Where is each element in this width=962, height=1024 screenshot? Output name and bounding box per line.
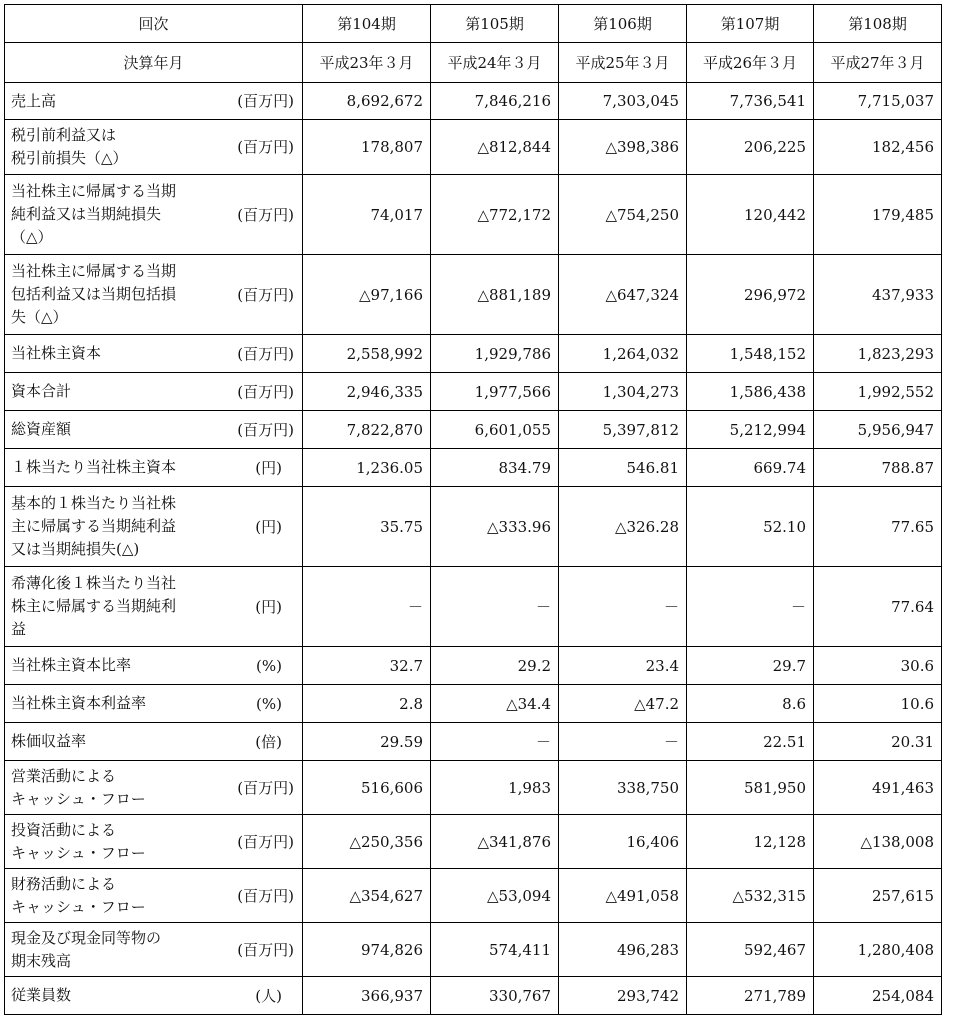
value-cell: 254,084 [814, 977, 942, 1015]
table-row [5, 175, 942, 255]
value-cell: 23.4 [559, 647, 687, 685]
table-row [5, 685, 942, 723]
period-header: 第107期 [687, 5, 814, 43]
value-cell: 974,826 [303, 923, 431, 977]
table-body [5, 83, 942, 1015]
value-cell: 1,992,552 [814, 373, 942, 411]
row-label-line: 当社株主に帰属する当期 [11, 262, 177, 280]
value-cell: 1,977,566 [431, 373, 559, 411]
row-unit: (百万円) [223, 869, 303, 923]
value-cell: 546.81 [559, 449, 687, 487]
value-cell: 5,956,947 [814, 411, 942, 449]
value-cell: 5,212,994 [687, 411, 814, 449]
row-label-line: 益 [11, 620, 27, 638]
value-cell: 74,017 [303, 175, 431, 255]
value-cell: △47.2 [559, 685, 687, 723]
value-cell: 1,264,032 [559, 335, 687, 373]
value-cell: 271,789 [687, 977, 814, 1015]
row-label-line: 総資産額 [11, 420, 72, 438]
row-label [5, 373, 223, 411]
financial-summary [4, 4, 941, 1015]
date-header: 平成25年３月 [559, 43, 687, 83]
value-cell: 16,406 [559, 815, 687, 869]
row-label-line: 営業活動による [11, 766, 117, 785]
row-unit: (%) [223, 647, 303, 685]
value-cell: 29.2 [431, 647, 559, 685]
row-label-line: 株主に帰属する当期純利 [11, 597, 177, 615]
value-cell: 366,937 [303, 977, 431, 1015]
value-cell: － [431, 723, 559, 761]
value-cell: 52.10 [687, 487, 814, 567]
value-cell: 8,692,672 [303, 83, 431, 120]
value-cell: 1,304,273 [559, 373, 687, 411]
value-cell: △812,844 [431, 120, 559, 175]
row-label [5, 567, 223, 647]
row-label [5, 761, 223, 815]
value-cell: △97,166 [303, 255, 431, 335]
date-label: 決算年月 [5, 43, 303, 83]
value-cell: △772,172 [431, 175, 559, 255]
row-label-line: キャッシュ・フロー [11, 843, 146, 862]
value-cell: 7,715,037 [814, 83, 942, 120]
value-cell: － [687, 567, 814, 647]
row-unit: (円) [223, 567, 303, 647]
table-row [5, 335, 942, 373]
row-label-line: 期末残高 [11, 951, 72, 970]
value-cell: 257,615 [814, 869, 942, 923]
table-row [5, 869, 942, 923]
value-cell: － [303, 567, 431, 647]
value-cell: 592,467 [687, 923, 814, 977]
value-cell: 22.51 [687, 723, 814, 761]
value-cell: 574,411 [431, 923, 559, 977]
row-label-line: 税引前損失（△） [11, 149, 128, 167]
value-cell: 437,933 [814, 255, 942, 335]
table-row [5, 411, 942, 449]
value-cell: 8.6 [687, 685, 814, 723]
table-row [5, 449, 942, 487]
value-cell: 5,397,812 [559, 411, 687, 449]
value-cell: 6,601,055 [431, 411, 559, 449]
value-cell: 179,485 [814, 175, 942, 255]
row-label-line: 又は当期純損失(△) [11, 540, 140, 558]
value-cell: 77.65 [814, 487, 942, 567]
value-cell: △647,324 [559, 255, 687, 335]
value-cell: 296,972 [687, 255, 814, 335]
table-row [5, 723, 942, 761]
period-header-row [5, 5, 942, 43]
value-cell: 77.64 [814, 567, 942, 647]
row-unit: (人) [223, 977, 303, 1015]
value-cell: 1,823,293 [814, 335, 942, 373]
row-label-line: １株当たり当社株主資本 [11, 458, 177, 476]
value-cell: 338,750 [559, 761, 687, 815]
value-cell: 29.7 [687, 647, 814, 685]
row-unit: (百万円) [223, 761, 303, 815]
row-unit: (百万円) [223, 335, 303, 373]
row-unit: (百万円) [223, 175, 303, 255]
value-cell: 1,280,408 [814, 923, 942, 977]
table-row [5, 647, 942, 685]
row-label [5, 487, 223, 567]
value-cell: 10.6 [814, 685, 942, 723]
value-cell: △333.96 [431, 487, 559, 567]
row-label [5, 815, 223, 869]
value-cell: 1,929,786 [431, 335, 559, 373]
value-cell: △354,627 [303, 869, 431, 923]
row-label [5, 255, 223, 335]
value-cell: △341,876 [431, 815, 559, 869]
financial-table [4, 4, 942, 1015]
value-cell: 35.75 [303, 487, 431, 567]
value-cell: △250,356 [303, 815, 431, 869]
value-cell: △532,315 [687, 869, 814, 923]
value-cell: 2,558,992 [303, 335, 431, 373]
value-cell: － [431, 567, 559, 647]
value-cell: 293,742 [559, 977, 687, 1015]
period-header: 第105期 [431, 5, 559, 43]
value-cell: 12,128 [687, 815, 814, 869]
row-label [5, 723, 223, 761]
value-cell: △398,386 [559, 120, 687, 175]
value-cell: 30.6 [814, 647, 942, 685]
value-cell: 182,456 [814, 120, 942, 175]
row-label-line: 従業員数 [11, 986, 72, 1004]
value-cell: 1,236.05 [303, 449, 431, 487]
row-label [5, 869, 223, 923]
row-label [5, 411, 223, 449]
value-cell: △138,008 [814, 815, 942, 869]
row-label [5, 685, 223, 723]
row-label-line: 失（△） [11, 308, 68, 326]
date-header: 平成26年３月 [687, 43, 814, 83]
row-unit: (百万円) [223, 120, 303, 175]
value-cell: △881,189 [431, 255, 559, 335]
table-row [5, 567, 942, 647]
row-label-line: 現金及び現金同等物の [11, 928, 162, 947]
value-cell: 7,846,216 [431, 83, 559, 120]
value-cell: △491,058 [559, 869, 687, 923]
value-cell: 1,548,152 [687, 335, 814, 373]
value-cell: 669.74 [687, 449, 814, 487]
value-cell: 496,283 [559, 923, 687, 977]
row-label [5, 175, 223, 255]
value-cell: 7,822,870 [303, 411, 431, 449]
table-row [5, 761, 942, 815]
value-cell: － [559, 723, 687, 761]
row-label-line: 当社株主資本比率 [11, 656, 132, 674]
row-label-line: 株価収益率 [11, 732, 87, 750]
row-label [5, 449, 223, 487]
row-unit: (百万円) [223, 83, 303, 120]
period-header: 第106期 [559, 5, 687, 43]
row-label-line: 純利益又は当期純損失 [11, 205, 162, 223]
row-label-line: 当社株主に帰属する当期 [11, 182, 177, 200]
row-label-line: 売上高 [11, 91, 57, 110]
row-unit: (百万円) [223, 923, 303, 977]
value-cell: 491,463 [814, 761, 942, 815]
value-cell: 581,950 [687, 761, 814, 815]
value-cell: 1,586,438 [687, 373, 814, 411]
value-cell: △326.28 [559, 487, 687, 567]
row-unit: (百万円) [223, 815, 303, 869]
table-row [5, 83, 942, 120]
row-label-line: 希薄化後１株当たり当社 [11, 574, 177, 592]
row-label [5, 335, 223, 373]
table-row [5, 487, 942, 567]
row-label-line: 税引前利益又は [11, 126, 117, 144]
table-row [5, 815, 942, 869]
row-label-line: 当社株主資本 [11, 344, 102, 362]
row-unit: (円) [223, 487, 303, 567]
row-label-line: 当社株主資本利益率 [11, 694, 147, 712]
row-label [5, 923, 223, 977]
row-label-line: （△） [11, 228, 53, 246]
table-row [5, 923, 942, 977]
value-cell: 32.7 [303, 647, 431, 685]
value-cell: 7,736,541 [687, 83, 814, 120]
row-unit: (百万円) [223, 373, 303, 411]
row-unit: (百万円) [223, 411, 303, 449]
value-cell: △34.4 [431, 685, 559, 723]
table-row [5, 255, 942, 335]
value-cell: 516,606 [303, 761, 431, 815]
value-cell: － [559, 567, 687, 647]
period-header: 第108期 [814, 5, 942, 43]
row-label-line: 資本合計 [11, 382, 72, 400]
row-label-line: 包括利益又は当期包括損 [11, 285, 177, 303]
row-unit: (百万円) [223, 255, 303, 335]
value-cell: 7,303,045 [559, 83, 687, 120]
value-cell: 29.59 [303, 723, 431, 761]
date-header: 平成27年３月 [814, 43, 942, 83]
row-label [5, 83, 223, 120]
date-header: 平成24年３月 [431, 43, 559, 83]
period-header: 第104期 [303, 5, 431, 43]
value-cell: 330,767 [431, 977, 559, 1015]
value-cell: △53,094 [431, 869, 559, 923]
value-cell: 1,983 [431, 761, 559, 815]
table-row [5, 373, 942, 411]
row-label-line: 主に帰属する当期純利益 [11, 517, 177, 535]
row-unit: (倍) [223, 723, 303, 761]
row-label [5, 120, 223, 175]
row-label-line: キャッシュ・フロー [11, 897, 146, 916]
value-cell: 2.8 [303, 685, 431, 723]
value-cell: 178,807 [303, 120, 431, 175]
date-header: 平成23年３月 [303, 43, 431, 83]
table-row [5, 977, 942, 1015]
value-cell: 120,442 [687, 175, 814, 255]
value-cell: 2,946,335 [303, 373, 431, 411]
row-label [5, 647, 223, 685]
row-label-line: キャッシュ・フロー [11, 789, 146, 808]
value-cell: 20.31 [814, 723, 942, 761]
table-row [5, 120, 942, 175]
date-header-row [5, 43, 942, 83]
row-label [5, 977, 223, 1015]
row-unit: (%) [223, 685, 303, 723]
row-unit: (円) [223, 449, 303, 487]
row-label-line: 基本的１株当たり当社株 [11, 494, 177, 512]
value-cell: 834.79 [431, 449, 559, 487]
value-cell: 206,225 [687, 120, 814, 175]
value-cell: △754,250 [559, 175, 687, 255]
value-cell: 788.87 [814, 449, 942, 487]
title-label: 回次 [5, 5, 303, 43]
row-label-line: 財務活動による [11, 874, 117, 893]
row-label-line: 投資活動による [11, 820, 117, 839]
